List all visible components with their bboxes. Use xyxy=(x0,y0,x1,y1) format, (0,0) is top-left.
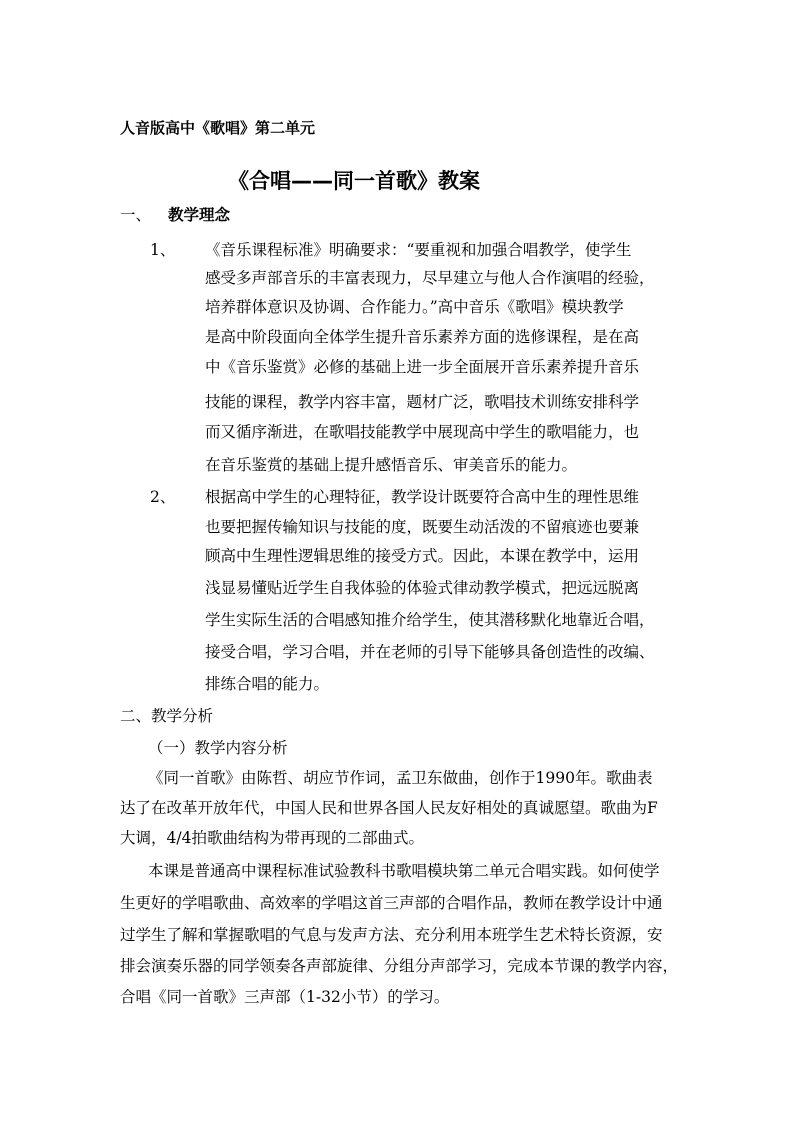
para-1-line-2: 达了在改革开放年代，中国人民和世界各国人民友好相处的真诚愿望。歌曲为F xyxy=(120,799,658,817)
section-2-sub-heading: （一）教学内容分析 xyxy=(148,739,288,757)
para-2-line-5: 合唱《同一首歌》三声部（1-32小节）的学习。 xyxy=(120,988,450,1006)
item-2-line-6: 接受合唱，学习合唱，并在老师的引导下能够具备创造性的改编、 xyxy=(205,643,655,661)
para-2-line-2: 生更好的学唱歌曲、高效率的学唱这首三声部的合唱作品，教师在教学设计中通 xyxy=(120,894,663,912)
item-1-line-7: 而又循序渐进，在歌唱技能教学中展现高中学生的歌唱能力，也 xyxy=(205,423,640,441)
item-2-line-7: 排练合唱的能力。 xyxy=(205,675,330,693)
section-1-title: 教学理念 xyxy=(168,206,231,224)
item-2-number: 2、 xyxy=(150,488,176,506)
section-1-number: 一、 xyxy=(120,206,152,224)
item-2-line-1: 根据高中学生的心理特征，教学设计既要符合高中生的理性思维 xyxy=(205,488,640,506)
para-2-line-1: 本课是普通高中课程标准试验教科书歌唱模块第二单元合唱实践。如何使学 xyxy=(148,862,660,880)
item-1-line-4: 是高中阶段面向全体学生提升音乐素养方面的选修课程，是在高 xyxy=(205,328,640,346)
item-1-number: 1、 xyxy=(150,241,176,259)
item-1-line-6: 技能的课程，教学内容丰富，题材广泛，歌唱技术训练安排科学 xyxy=(205,393,640,411)
item-1-line-2: 感受多声部音乐的丰富表现力，尽早建立与他人合作演唱的经验， xyxy=(205,269,655,287)
section-2-heading: 二、教学分析 xyxy=(120,707,214,725)
para-2-line-3: 过学生了解和掌握歌唱的气息与发声方法、充分利用本班学生艺术特长资源，安 xyxy=(120,926,663,944)
para-1-line-3: 大调，4/4拍歌曲结构为带再现的二部曲式。 xyxy=(120,829,424,847)
document-title: 《合唱——同一首歌》教案 xyxy=(228,169,480,193)
section-1-heading xyxy=(120,205,230,225)
item-2-line-4: 浅显易懂贴近学生自我体验的体验式律动教学模式，把远远脱离 xyxy=(205,579,640,597)
para-2-line-4: 排会演奏乐器的同学领奏各声部旋律、分组分声部学习，完成本节课的教学内容， xyxy=(120,957,679,975)
item-1-line-5: 中《音乐鉴赏》必修的基础上进一步全面展开音乐素养提升音乐 xyxy=(205,358,640,376)
item-1-line-3: 培养群体意识及协调、合作能力。”高中音乐《歌唱》模块教学 xyxy=(205,298,624,316)
item-2-line-5: 学生实际生活的合唱感知推介给学生，使其潜移默化地靠近合唱， xyxy=(205,611,655,629)
item-2-line-2: 也要把握传输知识与技能的度，既要生动活泼的不留痕迹也要兼 xyxy=(205,518,640,536)
document-subtitle: 人音版高中《歌唱》第二单元 xyxy=(120,119,316,137)
item-1-line-8: 在音乐鉴赏的基础上提升感悟音乐、审美音乐的能力。 xyxy=(205,456,578,474)
item-2-line-3: 顾高中生理性逻辑思维的接受方式。因此，本课在教学中，运用 xyxy=(205,547,640,565)
para-1-line-1: 《同一首歌》由陈哲、胡应节作词，孟卫东做曲，创作于1990年。歌曲表 xyxy=(148,769,653,787)
item-1-line-1: 《音乐课程标准》明确要求：“要重视和加强合唱教学，使学生 xyxy=(205,241,632,259)
